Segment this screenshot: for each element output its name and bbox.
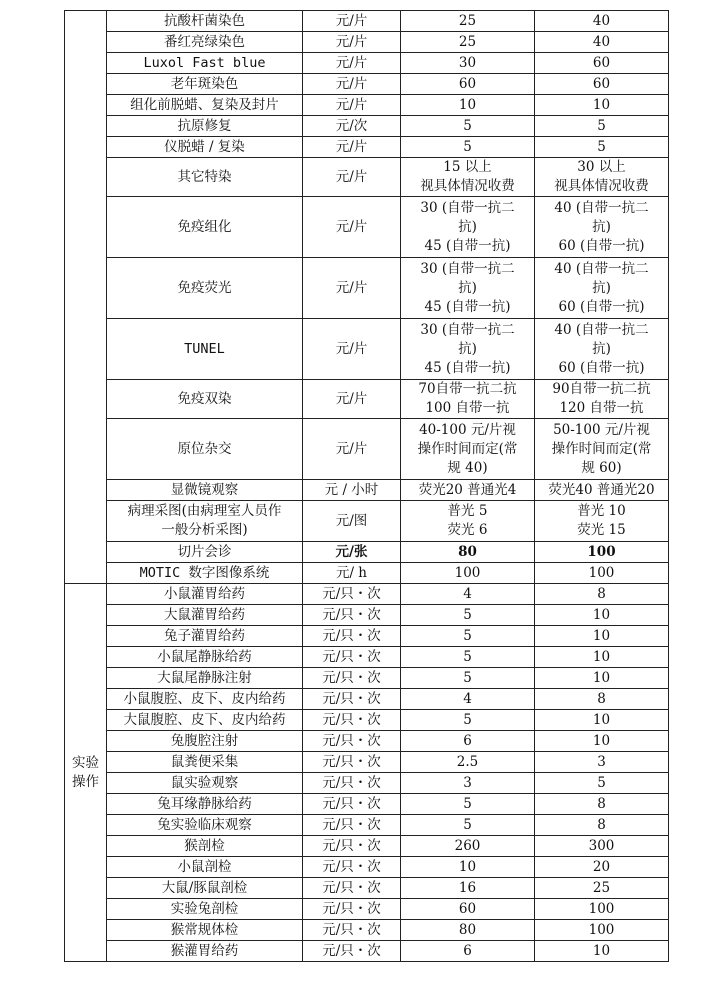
unit-cell: 元/只・次 (303, 857, 401, 878)
cell-line: 60 (自带一抗) (558, 298, 645, 315)
table-row (65, 752, 669, 773)
unit-cell: 元/只・次 (303, 773, 401, 794)
price-a-cell: 荧光20 普通光4 (401, 480, 535, 501)
price-a-cell: 100 (401, 563, 535, 584)
item-cell: MOTIC 数字图像系统 (107, 563, 303, 584)
price-a-cell: 16 (401, 878, 535, 899)
price-a-cell: 3 (401, 773, 535, 794)
price-b-cell (535, 158, 669, 197)
cell-line: 病理采图(由病理室人员作 (127, 503, 282, 519)
category-cell (65, 11, 107, 584)
price-a-cell: 5 (401, 605, 535, 626)
item-cell: 显微镜观察 (107, 480, 303, 501)
price-a-cell: 2.5 (401, 752, 535, 773)
cell-line: 40 (自带一抗二 (554, 321, 649, 338)
item-cell: 鼠实验观察 (107, 773, 303, 794)
cell-line: 45 (自带一抗) (424, 359, 511, 376)
cell-line: 操作时间而定(常 (417, 440, 518, 457)
table-row (65, 731, 669, 752)
table-row (65, 480, 669, 501)
item-cell: TUNEL (107, 319, 303, 380)
cell-line: 普光 5 (447, 503, 488, 519)
unit-cell: 元/片 (303, 53, 401, 74)
cell-line: 视具体情况收费 (420, 178, 515, 194)
price-a-cell: 60 (401, 899, 535, 920)
item-cell: 免疫荧光 (107, 258, 303, 319)
price-a-cell: 6 (401, 731, 535, 752)
price-a-cell: 5 (401, 626, 535, 647)
price-a-cell (401, 197, 535, 258)
unit-cell: 元/片 (303, 258, 401, 319)
price-b-cell: 40 (535, 32, 669, 53)
item-cell: 小鼠剖检 (107, 857, 303, 878)
price-a-cell: 6 (401, 941, 535, 962)
cell-line: 100 自带一抗 (425, 400, 510, 416)
price-b-cell: 10 (535, 941, 669, 962)
item-cell: 番红亮绿染色 (107, 32, 303, 53)
cell-line: 40-100 元/片视 (419, 421, 516, 438)
price-b-cell: 8 (535, 815, 669, 836)
unit-cell: 元/只・次 (303, 689, 401, 710)
price-b-cell: 10 (535, 95, 669, 116)
table-row (65, 836, 669, 857)
price-table (64, 10, 669, 962)
table-row (65, 137, 669, 158)
price-b-cell: 5 (535, 116, 669, 137)
cell-line: 60 (自带一抗) (558, 237, 645, 254)
cell-line: 抗) (592, 279, 611, 296)
cell-line: 40 (自带一抗二 (554, 199, 649, 216)
unit-cell: 元/只・次 (303, 731, 401, 752)
cell-line: 30 (自带一抗二 (420, 321, 515, 338)
price-b-cell: 100 (535, 899, 669, 920)
price-a-cell: 4 (401, 689, 535, 710)
price-b-cell: 100 (535, 542, 669, 563)
cell-line: 荧光 6 (447, 522, 488, 538)
price-b-cell: 300 (535, 836, 669, 857)
cell-line: 120 自带一抗 (559, 400, 644, 416)
unit-cell: 元/只・次 (303, 584, 401, 605)
price-a-cell (401, 319, 535, 380)
cell-line: 规 40) (447, 459, 488, 476)
table-row (65, 95, 669, 116)
unit-cell: 元/只・次 (303, 647, 401, 668)
table-row (65, 689, 669, 710)
price-b-cell: 100 (535, 563, 669, 584)
price-a-cell (401, 380, 535, 419)
item-cell: 猴剖检 (107, 836, 303, 857)
unit-cell: 元/只・次 (303, 815, 401, 836)
unit-cell: 元/片 (303, 32, 401, 53)
table-row (65, 501, 669, 542)
item-cell: 抗酸杆菌染色 (107, 11, 303, 32)
table-row (65, 11, 669, 32)
item-cell: 组化前脱蜡、复染及封片 (107, 95, 303, 116)
unit-cell: 元/片 (303, 158, 401, 197)
table-row (65, 857, 669, 878)
table-row (65, 584, 669, 605)
unit-cell: 元/只・次 (303, 899, 401, 920)
cell-line: 15 以上 (443, 159, 492, 175)
price-a-cell (401, 258, 535, 319)
table-row (65, 319, 669, 380)
price-a-cell (401, 419, 535, 480)
unit-cell: 元/只・次 (303, 668, 401, 689)
cell-line: 荧光 15 (577, 522, 626, 538)
cell-line: 40 (自带一抗二 (554, 260, 649, 277)
price-a-cell: 80 (401, 542, 535, 563)
unit-cell: 元/只・次 (303, 920, 401, 941)
item-cell: 鼠粪便采集 (107, 752, 303, 773)
price-a-cell: 260 (401, 836, 535, 857)
table-row (65, 74, 669, 95)
item-cell: 大鼠/豚鼠剖检 (107, 878, 303, 899)
price-b-cell: 10 (535, 626, 669, 647)
price-b-cell: 20 (535, 857, 669, 878)
price-a-cell: 60 (401, 74, 535, 95)
price-a-cell: 5 (401, 794, 535, 815)
unit-cell: 元/片 (303, 380, 401, 419)
item-cell: 老年斑染色 (107, 74, 303, 95)
cell-line: 抗) (458, 340, 477, 357)
unit-cell: 元/次 (303, 116, 401, 137)
unit-cell: 元/只・次 (303, 836, 401, 857)
unit-cell: 元/片 (303, 419, 401, 480)
cell-line: 实验 (72, 754, 99, 771)
cell-line: 45 (自带一抗) (424, 237, 511, 254)
item-cell: 其它特染 (107, 158, 303, 197)
table-row (65, 197, 669, 258)
cell-line: 70自带一抗二抗 (418, 381, 517, 397)
price-a-cell: 10 (401, 95, 535, 116)
price-a-cell: 5 (401, 647, 535, 668)
table-row (65, 563, 669, 584)
item-cell: 实验兔剖检 (107, 899, 303, 920)
table-row (65, 815, 669, 836)
cell-line: 操作时间而定(常 (551, 440, 652, 457)
table-row (65, 53, 669, 74)
unit-cell: 元/片 (303, 11, 401, 32)
unit-cell: 元/只・次 (303, 710, 401, 731)
item-cell (107, 501, 303, 542)
price-b-cell: 25 (535, 878, 669, 899)
table-row (65, 794, 669, 815)
price-b-cell: 8 (535, 584, 669, 605)
unit-cell: 元/只・次 (303, 605, 401, 626)
price-a-cell: 5 (401, 116, 535, 137)
unit-cell: 元/只・次 (303, 626, 401, 647)
cell-line: 操作 (72, 773, 99, 790)
cell-line: 30 (自带一抗二 (420, 199, 515, 216)
unit-cell: 元/片 (303, 319, 401, 380)
item-cell: 兔腹腔注射 (107, 731, 303, 752)
item-cell: 抗原修复 (107, 116, 303, 137)
unit-cell: 元/图 (303, 501, 401, 542)
price-b-cell: 10 (535, 605, 669, 626)
table-row (65, 419, 669, 480)
unit-cell: 元/只・次 (303, 941, 401, 962)
cell-line: 抗) (592, 340, 611, 357)
table-row (65, 878, 669, 899)
price-a-cell: 4 (401, 584, 535, 605)
cell-line: 视具体情况收费 (554, 178, 649, 194)
price-b-cell: 40 (535, 11, 669, 32)
table-row (65, 668, 669, 689)
item-cell: 仪脱蜡 / 复染 (107, 137, 303, 158)
price-b-cell: 8 (535, 689, 669, 710)
table-row (65, 626, 669, 647)
price-a-cell: 80 (401, 920, 535, 941)
item-cell: 免疫双染 (107, 380, 303, 419)
cell-line: 30 (自带一抗二 (420, 260, 515, 277)
cell-line: 30 以上 (577, 159, 626, 175)
cell-line: 50-100 元/片视 (553, 421, 650, 438)
item-cell: 切片会诊 (107, 542, 303, 563)
item-cell: 小鼠尾静脉给药 (107, 647, 303, 668)
price-a-cell: 5 (401, 710, 535, 731)
cell-line: 90自带一抗二抗 (552, 381, 651, 397)
item-cell: 兔耳缘静脉给药 (107, 794, 303, 815)
unit-cell: 元/只・次 (303, 752, 401, 773)
unit-cell: 元/片 (303, 95, 401, 116)
price-a-cell: 10 (401, 857, 535, 878)
table-row (65, 899, 669, 920)
cell-line: 抗) (458, 279, 477, 296)
item-cell: 兔实验临床观察 (107, 815, 303, 836)
price-b-cell: 10 (535, 731, 669, 752)
price-b-cell (535, 319, 669, 380)
table-row (65, 116, 669, 137)
cell-line: 普光 10 (577, 503, 626, 519)
price-a-cell (401, 501, 535, 542)
price-b-cell: 5 (535, 773, 669, 794)
price-b-cell: 60 (535, 74, 669, 95)
price-a-cell (401, 158, 535, 197)
price-a-cell: 5 (401, 137, 535, 158)
table-row (65, 647, 669, 668)
price-b-cell (535, 380, 669, 419)
item-cell: 兔子灌胃给药 (107, 626, 303, 647)
price-b-cell: 10 (535, 647, 669, 668)
item-cell: Luxol Fast blue (107, 53, 303, 74)
table-row (65, 920, 669, 941)
price-b-cell: 3 (535, 752, 669, 773)
price-b-cell: 5 (535, 137, 669, 158)
item-cell: 猴常规体检 (107, 920, 303, 941)
table-row (65, 158, 669, 197)
unit-cell: 元/片 (303, 137, 401, 158)
price-b-cell: 10 (535, 668, 669, 689)
cell-line: 抗) (592, 218, 611, 235)
table-row (65, 605, 669, 626)
item-cell: 大鼠灌胃给药 (107, 605, 303, 626)
item-cell: 小鼠灌胃给药 (107, 584, 303, 605)
price-b-cell (535, 501, 669, 542)
price-a-cell: 25 (401, 32, 535, 53)
cell-line: 一般分析采图) (161, 522, 248, 538)
price-b-cell (535, 419, 669, 480)
price-a-cell: 25 (401, 11, 535, 32)
unit-cell: 元/只・次 (303, 878, 401, 899)
price-b-cell: 8 (535, 794, 669, 815)
price-a-cell: 5 (401, 668, 535, 689)
item-cell: 大鼠腹腔、皮下、皮内给药 (107, 710, 303, 731)
unit-cell: 元/张 (303, 542, 401, 563)
item-cell: 小鼠腹腔、皮下、皮内给药 (107, 689, 303, 710)
item-cell: 免疫组化 (107, 197, 303, 258)
table-row (65, 710, 669, 731)
price-b-cell (535, 197, 669, 258)
table-row (65, 941, 669, 962)
price-b-cell: 60 (535, 53, 669, 74)
cell-line: 60 (自带一抗) (558, 359, 645, 376)
table-row (65, 542, 669, 563)
unit-cell: 元/片 (303, 74, 401, 95)
unit-cell: 元/片 (303, 197, 401, 258)
table-row (65, 32, 669, 53)
table-row (65, 773, 669, 794)
table-row (65, 258, 669, 319)
price-a-cell: 5 (401, 815, 535, 836)
unit-cell: 元 / 小时 (303, 480, 401, 501)
unit-cell: 元/ h (303, 563, 401, 584)
cell-line: 规 60) (581, 459, 622, 476)
table-row (65, 380, 669, 419)
unit-cell: 元/只・次 (303, 794, 401, 815)
item-cell: 大鼠尾静脉注射 (107, 668, 303, 689)
price-b-cell: 100 (535, 920, 669, 941)
price-b-cell (535, 258, 669, 319)
price-b-cell: 10 (535, 710, 669, 731)
category-cell (65, 584, 107, 962)
price-a-cell: 30 (401, 53, 535, 74)
price-b-cell: 荧光40 普通光20 (535, 480, 669, 501)
price-table-body (65, 11, 669, 962)
cell-line: 45 (自带一抗) (424, 298, 511, 315)
cell-line: 抗) (458, 218, 477, 235)
item-cell: 原位杂交 (107, 419, 303, 480)
item-cell: 猴灌胃给药 (107, 941, 303, 962)
